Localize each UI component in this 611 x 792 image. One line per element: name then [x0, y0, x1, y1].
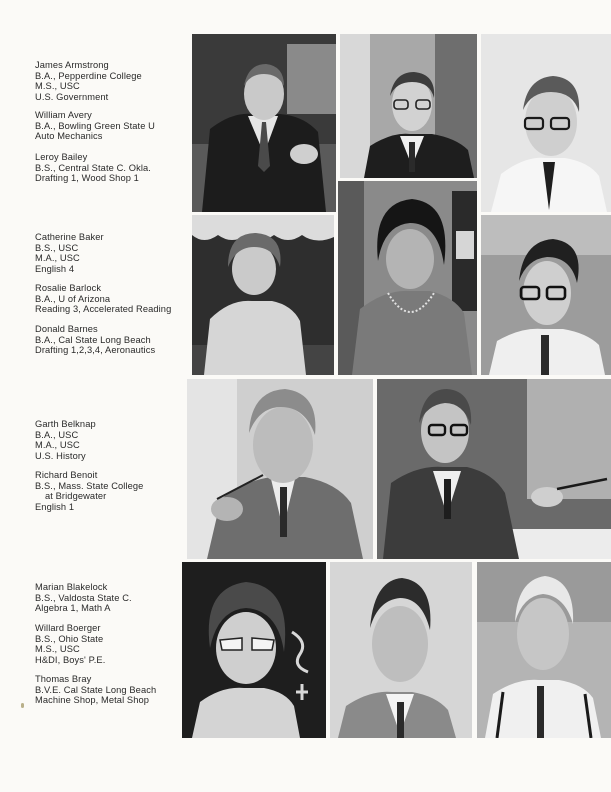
portrait-boerger — [330, 562, 472, 738]
faculty-subject: English 4 — [35, 263, 75, 274]
faculty-degree: B.S., Valdosta State C. — [35, 592, 132, 603]
portrait-benoit — [377, 379, 611, 559]
faculty-degree: M.S., USC — [35, 81, 80, 92]
faculty-name: William Avery — [35, 110, 92, 120]
faculty-name: Thomas Bray — [35, 674, 92, 684]
faculty-name: Catherine Baker — [35, 232, 104, 242]
faculty-name: Willard Boerger — [35, 623, 101, 633]
faculty-name: Richard Benoit — [35, 470, 98, 480]
faculty-degree: M.S., USC — [35, 644, 80, 655]
faculty-degree: B.S., USC — [35, 242, 79, 253]
faculty-entry-benoit — [35, 470, 143, 512]
faculty-name: James Armstrong — [35, 60, 109, 70]
faculty-degree: B.A., USC — [35, 429, 79, 440]
faculty-degree: B.S., Central State C. Okla. — [35, 162, 151, 173]
faculty-entry-bray — [35, 674, 156, 706]
portrait-avery — [340, 34, 477, 178]
portrait-armstrong — [192, 34, 336, 212]
faculty-entry-bailey — [35, 152, 151, 184]
portrait-bailey — [481, 34, 611, 212]
portrait-barnes — [481, 215, 611, 375]
faculty-subject: Reading 3, Accelerated Reading — [35, 304, 172, 315]
faculty-degree: B.S., Ohio State — [35, 633, 104, 644]
faculty-name: Rosalie Barlock — [35, 283, 102, 293]
portrait-bray — [477, 562, 611, 738]
faculty-name: Leroy Bailey — [35, 152, 88, 162]
faculty-degree: B.S., Mass. State College — [35, 480, 144, 491]
faculty-degree: B.A., U of Arizona — [35, 293, 111, 304]
faculty-degree: at Bridgewater — [45, 491, 107, 502]
faculty-degree: B.V.E. Cal State Long Beach — [35, 684, 157, 695]
portrait-belknap — [187, 379, 373, 559]
faculty-name: Marian Blakelock — [35, 582, 108, 592]
portrait-barlock — [338, 181, 477, 375]
faculty-entry-avery — [35, 110, 155, 142]
faculty-entry-barlock — [35, 283, 171, 315]
faculty-entry-belknap — [35, 419, 96, 461]
faculty-subject: U.S. History — [35, 450, 86, 461]
faculty-subject: Drafting 1, Wood Shop 1 — [35, 173, 139, 184]
faculty-subject: Drafting 1,2,3,4, Aeronautics — [35, 345, 156, 356]
portrait-baker — [192, 215, 334, 375]
faculty-degree: B.A., Cal State Long Beach — [35, 334, 151, 345]
faculty-degree: M.A., USC — [35, 440, 80, 451]
faculty-degree: M.A., USC — [35, 253, 80, 264]
faculty-entry-baker — [35, 232, 104, 274]
faculty-entry-boerger — [35, 623, 105, 665]
faculty-subject: Machine Shop, Metal Shop — [35, 695, 150, 706]
faculty-entry-blakelock — [35, 582, 132, 614]
faculty-degree: B.A., Pepperdine College — [35, 70, 142, 81]
faculty-degree: B.A., Bowling Green State U — [35, 120, 156, 131]
print-speck — [21, 703, 24, 708]
faculty-subject: H&DI, Boys' P.E. — [35, 654, 106, 665]
faculty-entry-barnes — [35, 324, 155, 356]
faculty-subject: Algebra 1, Math A — [35, 603, 111, 614]
faculty-subject: English 1 — [35, 501, 75, 512]
faculty-subject: Auto Mechanics — [35, 131, 103, 142]
faculty-name: Donald Barnes — [35, 324, 98, 334]
faculty-name: Garth Belknap — [35, 419, 96, 429]
caption-column — [0, 0, 190, 792]
faculty-entry-armstrong — [35, 60, 142, 102]
faculty-subject: U.S. Government — [35, 91, 109, 102]
portrait-blakelock — [182, 562, 326, 738]
